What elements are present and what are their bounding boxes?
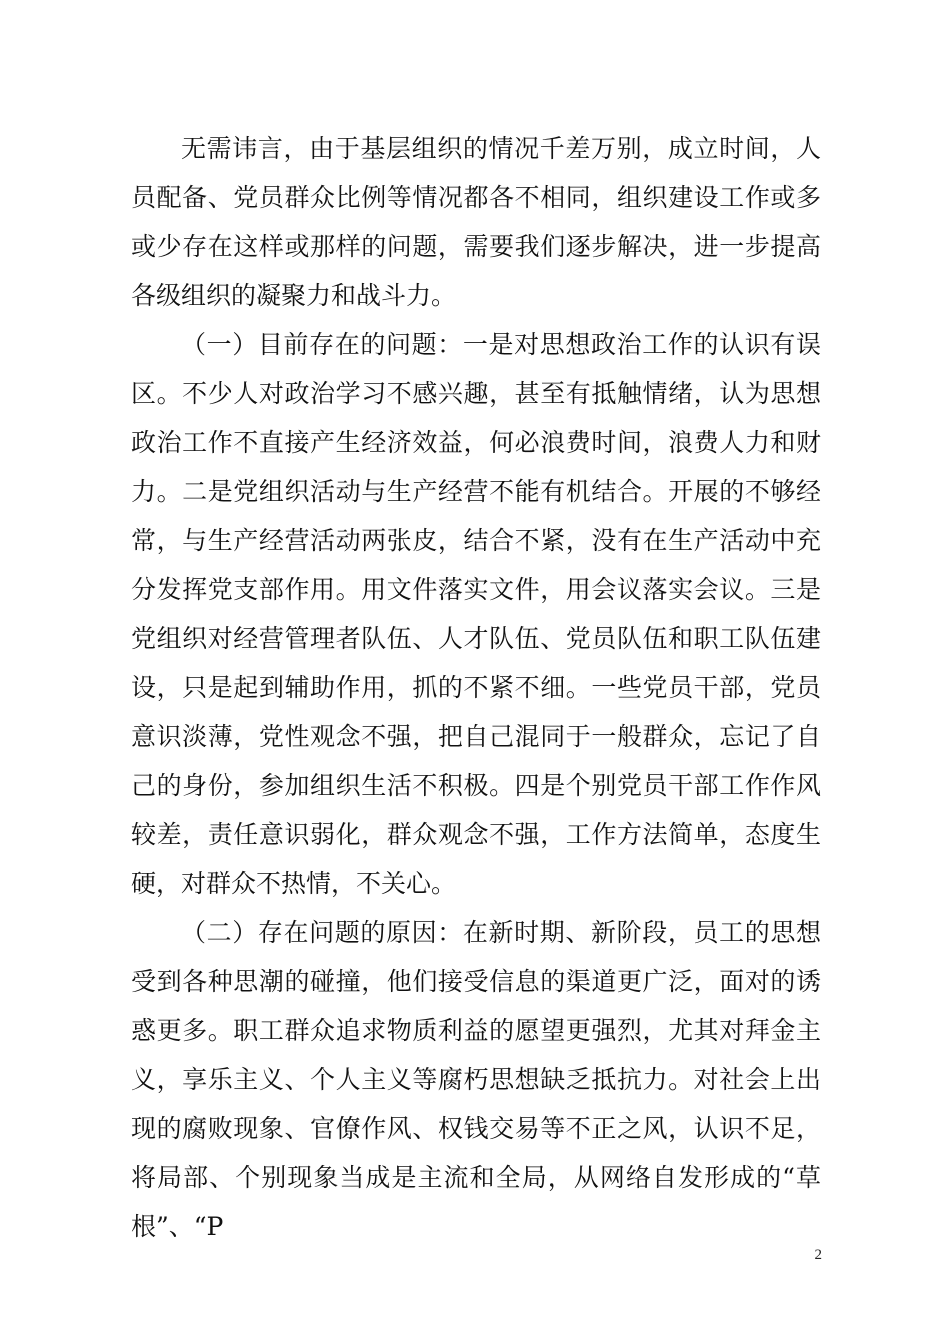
- document-body: [131, 124, 821, 1251]
- page-number: 2: [814, 1247, 822, 1263]
- paragraph-intro: 无需讳言，由于基层组织的情况千差万别，成立时间，人员配备、党员群众比例等情况都各不相同，组织建设工作或多或少存在这样或那样的问题，需要我们逐步解决，进一步提高各级组织的凝聚力和战斗力。: [131, 134, 821, 310]
- paragraph-current-problems: （一）目前存在的问题：一是对思想政治工作的认识有误区。不少人对政治学习不感兴趣，甚至有抵触情绪，认为思想政治工作不直接产生经济效益，何必浪费时间，浪费人力和财力。二是党组织活动与生产经营不能有机结合。开展的不够经常，与生产经营活动两张皮，结合不紧，没有在生产活动中充分发挥党支部作用。用文件落实文件，用会议落实会议。三是党组织对经营管理者队伍、人才队伍、党员队伍和职工队伍建设，只是起到辅助作用，抓的不紧不细。一些党员干部，党员意识淡薄，党性观念不强，把自己混同于一般群众，忘记了自己的身份，参加组织生活不积极。四是个别党员干部工作作风较差，责任意识弱化，群众观念不强，工作方法简单，态度生硬，对群众不热情，不关心。: [131, 330, 821, 898]
- paragraph-problem-causes: （二）存在问题的原因：在新时期、新阶段，员工的思想受到各种思潮的碰撞，他们接受信息的渠道更广泛，面对的诱惑更多。职工群众追求物质利益的愿望更强烈，尤其对拜金主义，享乐主义、个人主义等腐朽思想缺乏抵抗力。对社会上出现的腐败现象、官僚作风、权钱交易等不正之风，认识不足，将局部、个别现象当成是主流和全局，从网络自发形成的“草根”、“P: [131, 918, 821, 1241]
